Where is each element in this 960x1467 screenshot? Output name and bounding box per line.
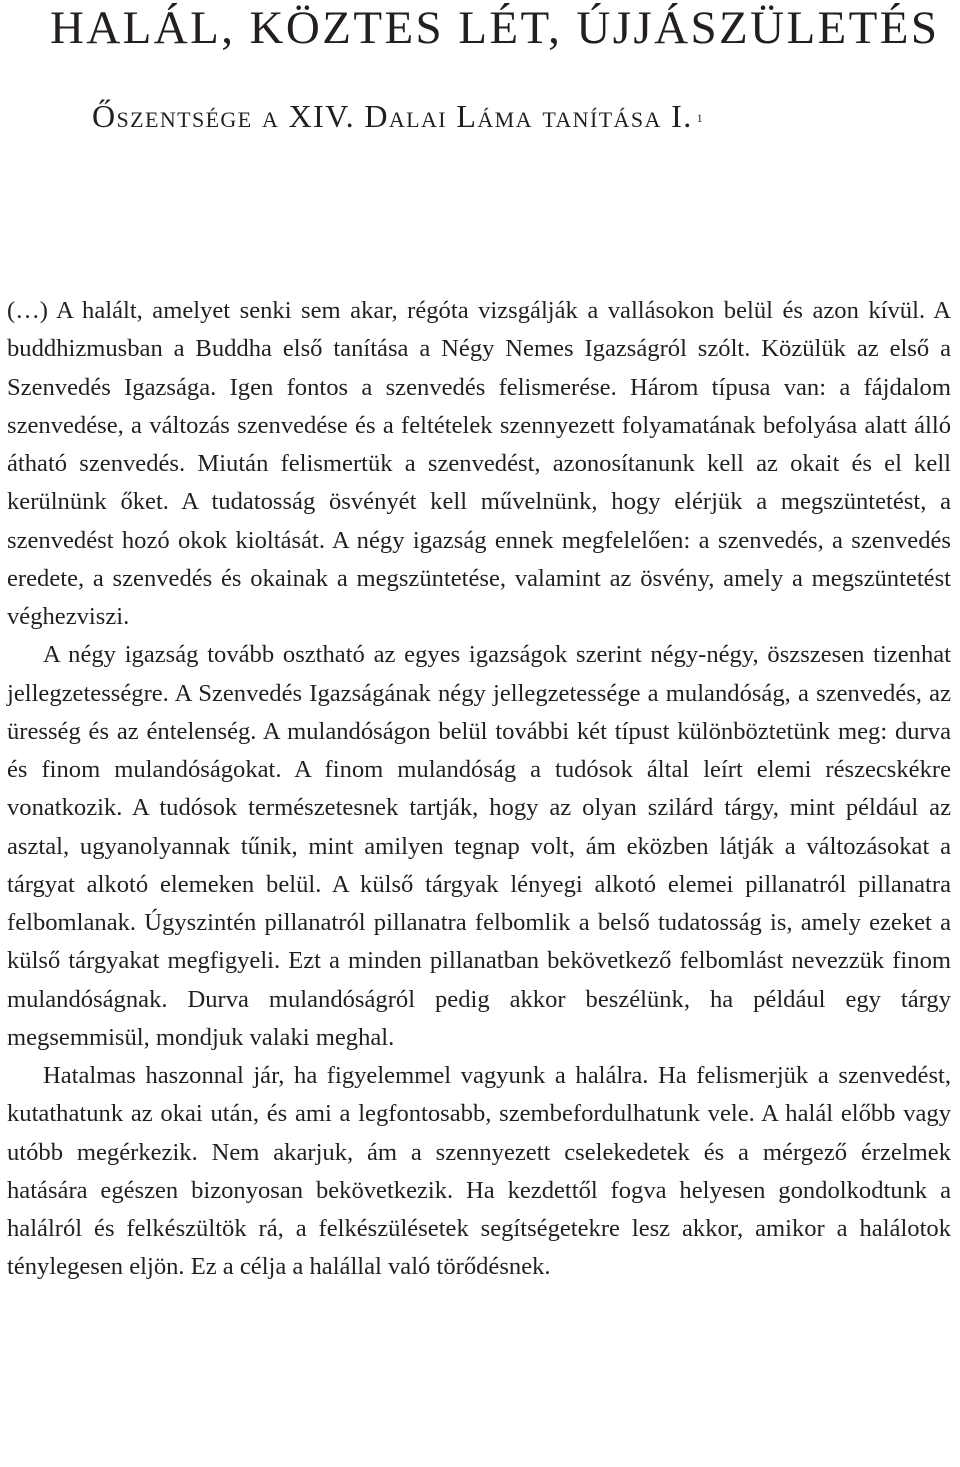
paragraph: Hatalmas haszonnal jár, ha figyelemmel vagyunk a halálra. Ha felismerjük a szenvedést, kutathatunk az okai után, és ami a legfontosabb, szembefordulhatunk vele. A halál előbb vagy utóbb megérkezik. Nem akarjuk, ám a szennyezett cselekedetek és a mérgező érzelmek hatására egészen bizonyosan bekövetkezik. Ha kezdettől fogva helyesen gondolkodtunk a halálról és felkészültök rá, a felkészülésetek segítségetekre lesz akkor, amikor a halálotok ténylegesen eljön. Ez a célja a halállal való törődésnek.: [7, 1062, 951, 1281]
page-title: HALÁL, KÖZTES LÉT, ÚJJÁSZÜLETÉS: [50, 2, 940, 54]
page-subtitle: [92, 95, 704, 137]
article-body: [7, 292, 951, 1287]
subtitle-text: Őszentsége a XIV. Dalai Láma tanítása I.: [92, 98, 693, 134]
paragraph: (…) A halált, amelyet senki sem akar, régóta vizsgálják a vallásokon belül és azon kívül. A buddhizmusban a Buddha első tanítása a Négy Nemes Igazságról szólt. Közülük az első a Szenvedés Igazsága. Igen fontos a szenvedés felismerése. Három típusa van: a fájdalom szenvedése, a változás szenvedése és a feltételek szennyezett folyamatának befolyása alatt álló átható szenvedés. Miután felismertük a szenvedést, azonosítanunk kell az okait és el kell kerülnünk őket. A tudatosság ösvényét kell művelnünk, hogy elérjük a megszüntetést, a szenvedést hozó okok kioltását. A négy igazság ennek megfelelően: a szenvedés, a szenvedés eredete, a szenvedés és okainak a megszüntetése, valamint az ösvény, amely a megszüntetést véghezviszi.: [7, 297, 951, 630]
paragraph: A négy igazság tovább osztható az egyes igazságok szerint négy-négy, öszszesen tizenhat jellegzetességre. A Szenvedés Igazságának négy jellegzetessége a mulandóság, a szenvedés, az üresség és az éntelenség. A mulandóságon belül további két típust különböztetünk meg: durva és finom mulandóságokat. A finom mulandóság a tudósok által leírt elemi részecskékre vonatkozik. A tudósok természetesnek tartják, hogy az olyan szilárd tárgy, mint például az asztal, ugyanolyannak tűnik, mint amilyen tegnap volt, ám eközben látják a változásokat a tárgyat alkotó elemeken belül. A külső tárgyak lényegi alkotó elemei pillanatról pillanatra felbomlanak. Úgyszintén pillanatról pillanatra felbomlik a belső tudatosság is, amely ezeket a külső tárgyakat megfigyeli. Ezt a minden pillanatban bekövetkező felbomlást nevezzük finom mulandóságnak. Durva mulandóságról pedig akkor beszélünk, ha például egy tárgy megsemmisül, mondjuk valaki meghal.: [7, 641, 951, 1051]
footnote-reference: 1: [696, 111, 705, 125]
